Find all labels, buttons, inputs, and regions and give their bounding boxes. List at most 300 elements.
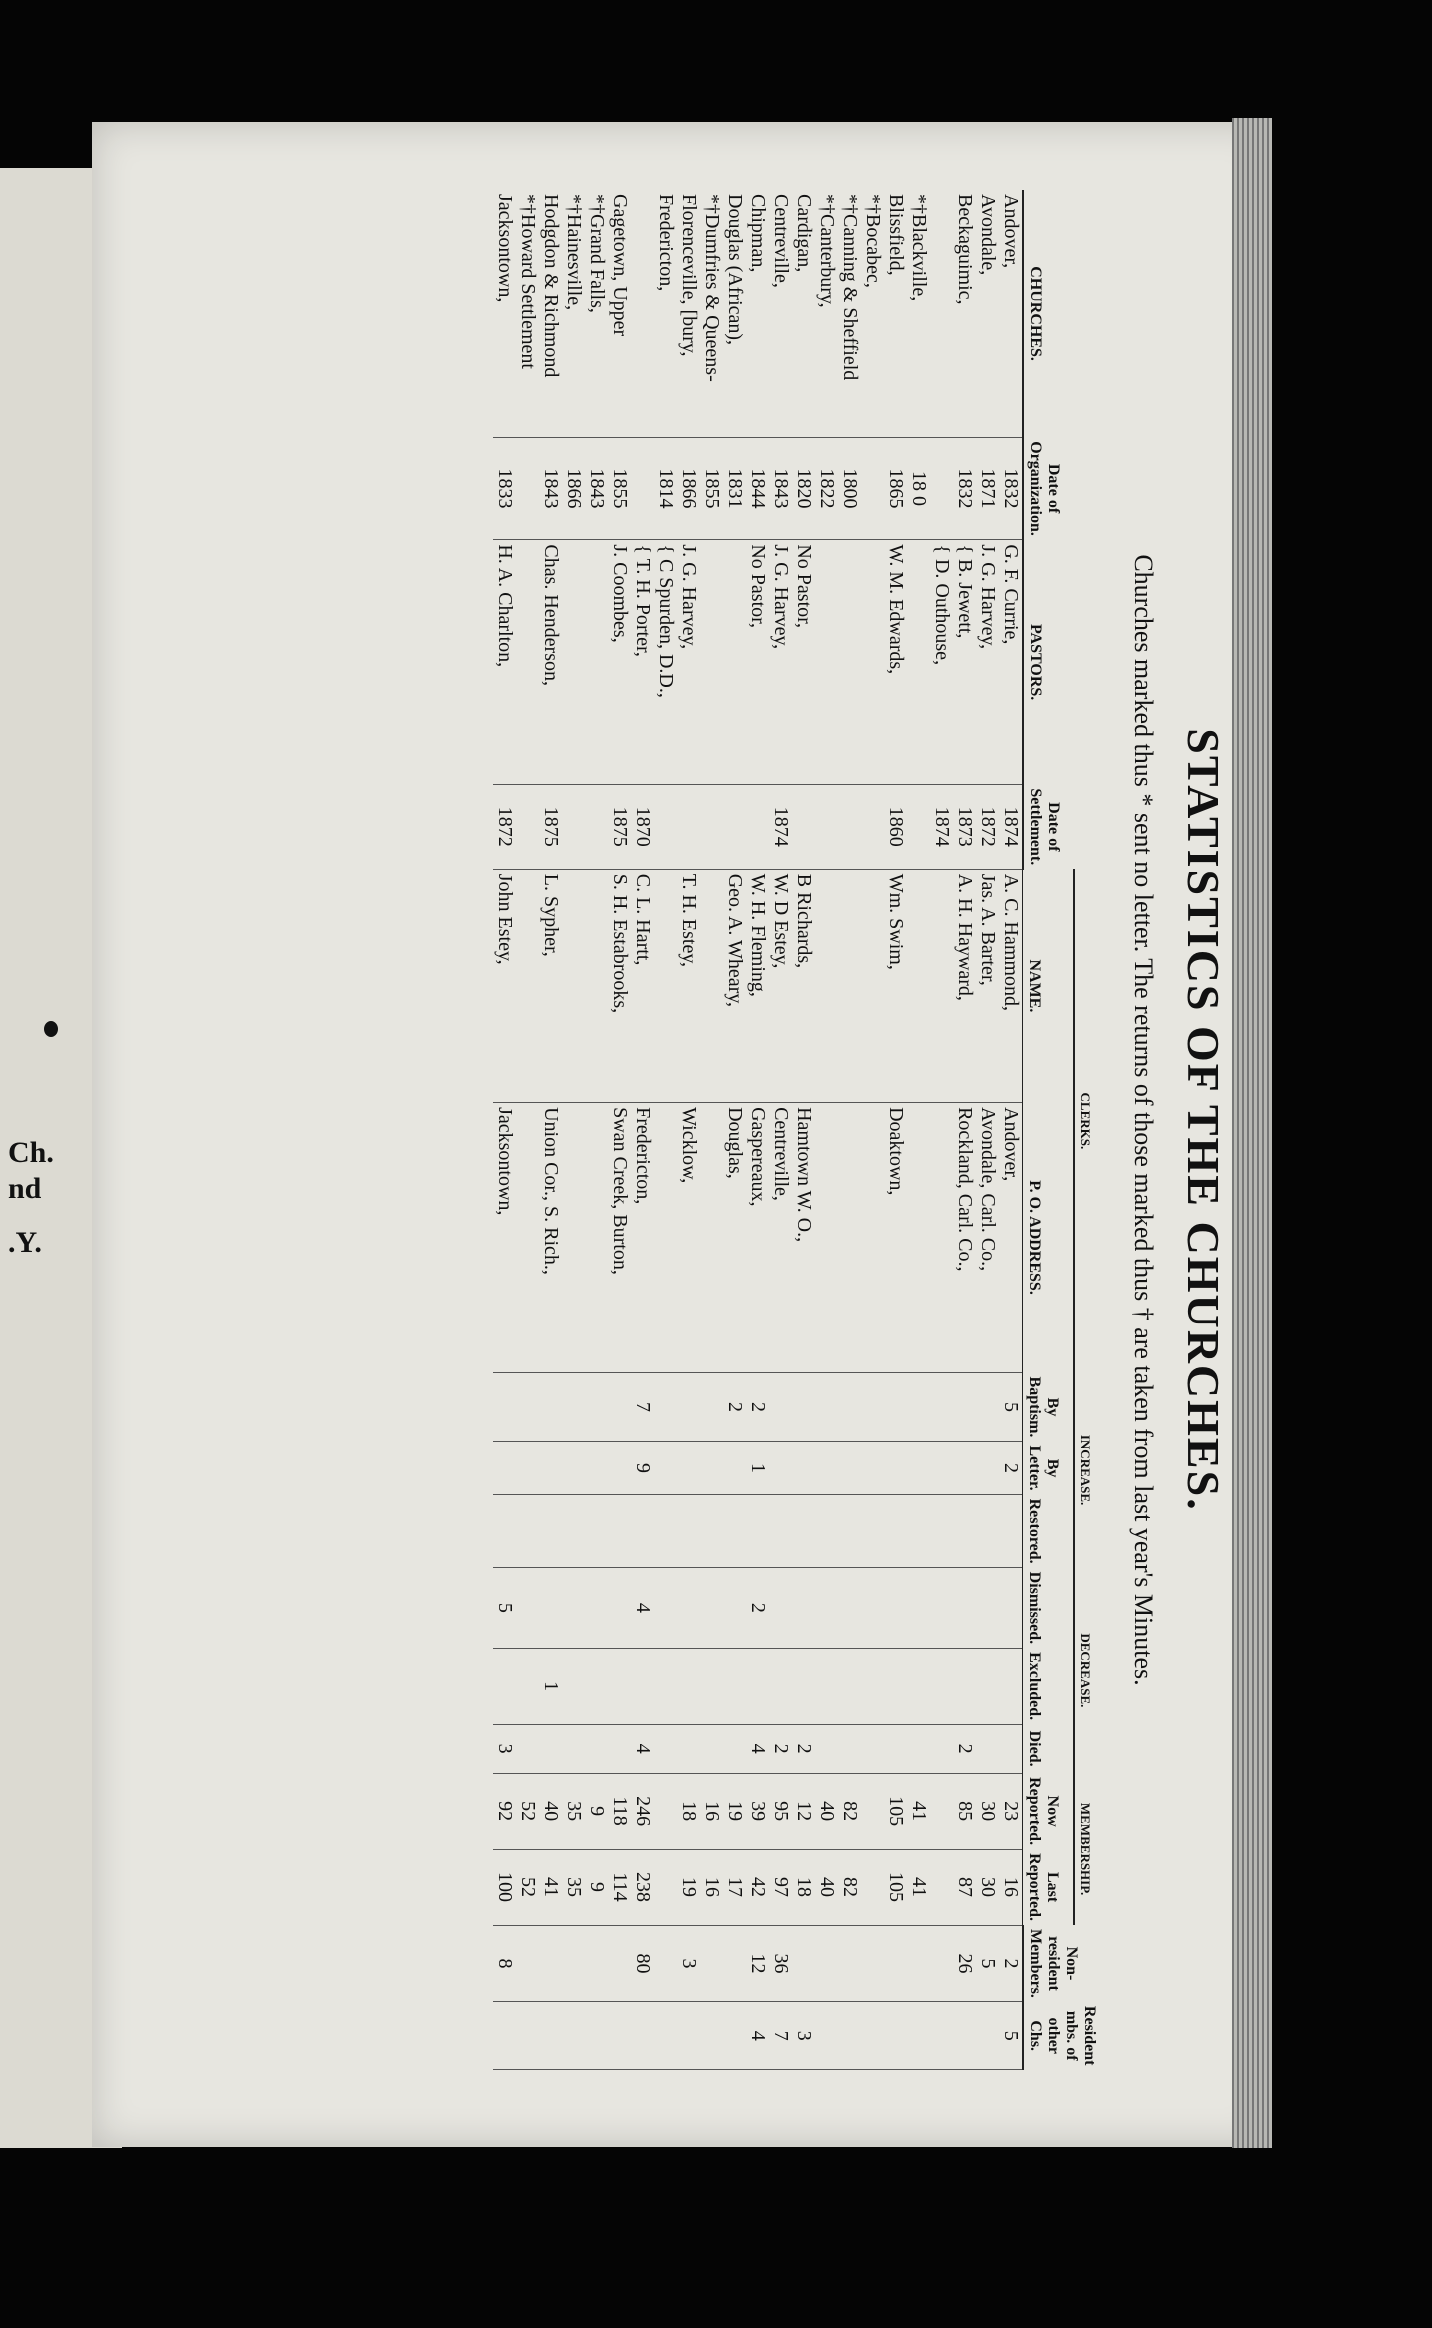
table-row [493,190,516,2070]
cell-org [930,437,953,540]
table-body [493,190,1023,2070]
cell-letter [792,1441,815,1494]
cell-baptism [792,1373,815,1442]
cell-org: 1865 [884,437,907,540]
cell-restored [585,1495,608,1568]
cell-resoth [723,2002,746,2070]
cell-now [861,1773,884,1849]
cell-pastor: G. F. Currie, [999,540,1023,785]
cell-now: 105 [884,1773,907,1849]
cell-restored [815,1495,838,1568]
cell-church: *†Canning & Sheffield [838,190,861,437]
cell-now: 19 [723,1773,746,1849]
cell-baptism [976,1373,999,1442]
header-date-org: Date of Organization. [1023,437,1100,540]
page-subtitle: Churches marked thus * sent no letter. The returns of those marked thus † are taken from last year's Minutes. [1129,554,1158,1686]
cell-pastor: { T. H. Porter, [631,540,654,785]
cell-died [562,1724,585,1773]
cell-last: 82 [838,1849,861,1925]
cell-org [631,437,654,540]
left-page-text-3: .Y. [8,1226,42,1259]
cell-pastor [585,540,608,785]
cell-org: 1855 [700,437,723,540]
cell-church: Florenceville, [bury, [677,190,700,437]
cell-resoth [493,2002,516,2070]
cell-address [930,1103,953,1373]
cell-settle [861,784,884,869]
cell-letter [930,1441,953,1494]
table-row [769,190,792,2070]
cell-dismissed [677,1568,700,1648]
cell-settle [723,784,746,869]
table-row [861,190,884,2070]
header-churches: CHURCHES. [1023,190,1100,437]
cell-restored [907,1495,930,1568]
header-date-settle: Date of Settlement. [1023,784,1100,869]
cell-baptism [861,1373,884,1442]
header-non-resident: Non-resident Members. [1023,1925,1100,2002]
cell-nonres [838,1925,861,2002]
cell-last: 41 [907,1849,930,1925]
cell-dismissed [539,1568,562,1648]
cell-died [930,1724,953,1773]
cell-restored [884,1495,907,1568]
cell-resoth [907,2002,930,2070]
table-row [516,190,539,2070]
cell-address [516,1103,539,1373]
cell-church: *†Howard Settlement [516,190,539,437]
cell-last [654,1849,677,1925]
header-by-baptism: By Baptism. [1023,1373,1074,1442]
cell-resoth [585,2002,608,2070]
cell-pastor: { B. Jewett, [953,540,976,785]
cell-clerk: A. C. Hammond, [999,869,1023,1102]
cell-last: 52 [516,1849,539,1925]
cell-nonres [654,1925,677,2002]
cell-baptism [608,1373,631,1442]
table-row [608,190,631,2070]
cell-restored [723,1495,746,1568]
cell-settle [792,784,815,869]
cell-dismissed [930,1568,953,1648]
cell-address: Rockland, Carl. Co., [953,1103,976,1373]
cell-resoth [953,2002,976,2070]
table-row [539,190,562,2070]
cell-excluded [562,1648,585,1724]
cell-resoth: 5 [999,2002,1023,2070]
cell-clerk [861,869,884,1102]
cell-church [631,190,654,437]
cell-nonres: 2 [999,1925,1023,2002]
cell-address: Andover, [999,1103,1023,1373]
left-page-text-1: Ch. [8,1136,54,1169]
cell-resoth [562,2002,585,2070]
cell-church: *†Dumfries & Queens- [700,190,723,437]
header-last-reported: Last Reported. [1023,1849,1074,1925]
cell-nonres: 12 [746,1925,769,2002]
cell-nonres [700,1925,723,2002]
cell-settle [516,784,539,869]
cell-resoth: 3 [792,2002,815,2070]
cell-org [516,437,539,540]
table-row [746,190,769,2070]
cell-clerk: L. Sypher, [539,869,562,1102]
cell-resoth [608,2002,631,2070]
cell-org: 1866 [677,437,700,540]
header-clerk-address: P. O. ADDRESS. [1023,1103,1074,1373]
cell-now: 40 [815,1773,838,1849]
cell-resoth [976,2002,999,2070]
cell-last: 100 [493,1849,516,1925]
cell-now: 82 [838,1773,861,1849]
cell-now: 23 [999,1773,1023,1849]
cell-baptism [539,1373,562,1442]
header-resident-other: Resident mbs. of other Chs. [1023,2002,1100,2070]
cell-address [815,1103,838,1373]
table-row [907,190,930,2070]
cell-restored [746,1495,769,1568]
cell-baptism: 2 [723,1373,746,1442]
cell-nonres: 36 [769,1925,792,2002]
cell-dismissed [907,1568,930,1648]
cell-clerk: B Richards, [792,869,815,1102]
cell-last: 9 [585,1849,608,1925]
cell-nonres: 5 [976,1925,999,2002]
cell-resoth [861,2002,884,2070]
cell-resoth [631,2002,654,2070]
cell-excluded [723,1648,746,1724]
cell-pastor: No Pastor, [792,540,815,785]
cell-pastor [907,540,930,785]
cell-church: Cardigan, [792,190,815,437]
cell-nonres [562,1925,585,2002]
cell-now: 41 [907,1773,930,1849]
cell-clerk: Geo. A. Wheary, [723,869,746,1102]
cell-address: Swan Creek, Burton, [608,1103,631,1373]
cell-org [861,437,884,540]
cell-baptism [677,1373,700,1442]
cell-excluded [700,1648,723,1724]
cell-resoth [539,2002,562,2070]
cell-excluded [815,1648,838,1724]
table-row [631,190,654,2070]
table-row [930,190,953,2070]
table-row [884,190,907,2070]
cell-excluded [838,1648,861,1724]
cell-died [838,1724,861,1773]
cell-address: Gaspereaux, [746,1103,769,1373]
cell-restored [654,1495,677,1568]
cell-org: 1822 [815,437,838,540]
cell-baptism [815,1373,838,1442]
table-row [838,190,861,2070]
cell-letter [516,1441,539,1494]
cell-nonres: 80 [631,1925,654,2002]
cell-nonres [723,1925,746,2002]
cell-letter [608,1441,631,1494]
cell-died [861,1724,884,1773]
cell-settle [838,784,861,869]
cell-settle [677,784,700,869]
cell-died [516,1724,539,1773]
cell-settle: 1875 [608,784,631,869]
table-row [792,190,815,2070]
header-pastors: PASTORS. [1023,540,1100,785]
cell-church: Fredericton, [654,190,677,437]
cell-nonres [907,1925,930,2002]
cell-restored [562,1495,585,1568]
cell-baptism [493,1373,516,1442]
cell-restored [999,1495,1023,1568]
cell-church: Beckaguimic, [953,190,976,437]
cell-letter [815,1441,838,1494]
cell-excluded [953,1648,976,1724]
cell-excluded [631,1648,654,1724]
cell-address: Fredericton, [631,1103,654,1373]
page-title: STATISTICS OF THE CHURCHES. [1178,728,1229,1512]
header-restored: Restored. [1023,1495,1074,1568]
cell-excluded: 1 [539,1648,562,1724]
header-by-letter: By Letter. [1023,1441,1074,1494]
cell-dismissed: 5 [493,1568,516,1648]
cell-letter [838,1441,861,1494]
cell-last: 114 [608,1849,631,1925]
cell-settle [700,784,723,869]
cell-settle [585,784,608,869]
cell-church: Avondale, [976,190,999,437]
cell-clerk: Jas. A. Barter, [976,869,999,1102]
cell-excluded [585,1648,608,1724]
header-increase: INCREASE. [1074,1373,1100,1568]
cell-org: 1843 [539,437,562,540]
header-now-reported: Now Reported. [1023,1773,1074,1849]
cell-last: 87 [953,1849,976,1925]
cell-baptism [769,1373,792,1442]
cell-dismissed [792,1568,815,1648]
cell-church: *†Blackville, [907,190,930,437]
cell-baptism [562,1373,585,1442]
cell-dismissed [976,1568,999,1648]
cell-excluded [769,1648,792,1724]
cell-letter: 2 [999,1441,1023,1494]
cell-clerk [815,869,838,1102]
cell-pastor: Chas. Henderson, [539,540,562,785]
cell-address: Avondale, Carl. Co., [976,1103,999,1373]
cell-died: 2 [792,1724,815,1773]
cell-letter [654,1441,677,1494]
cell-last: 105 [884,1849,907,1925]
cell-nonres: 3 [677,1925,700,2002]
cell-now [930,1773,953,1849]
cell-org: 1831 [723,437,746,540]
cell-org: 1871 [976,437,999,540]
cell-excluded [654,1648,677,1724]
cell-excluded [907,1648,930,1724]
cell-clerk [562,869,585,1102]
cell-settle [746,784,769,869]
cell-now: 9 [585,1773,608,1849]
cell-now: 12 [792,1773,815,1849]
cell-org: 1844 [746,437,769,540]
cell-restored [539,1495,562,1568]
cell-clerk [907,869,930,1102]
cell-clerk: Wm. Swim, [884,869,907,1102]
cell-dismissed [562,1568,585,1648]
cell-baptism [516,1373,539,1442]
cell-org: 18 0 [907,437,930,540]
cell-settle: 1874 [999,784,1023,869]
cell-church: Gagetown, Upper [608,190,631,437]
table-row [700,190,723,2070]
cell-letter [953,1441,976,1494]
cell-clerk [930,869,953,1102]
cell-pastor [838,540,861,785]
cell-last: 30 [976,1849,999,1925]
cell-excluded [608,1648,631,1724]
cell-died [723,1724,746,1773]
table-row [953,190,976,2070]
cell-clerk: W. H. Fleming, [746,869,769,1102]
cell-dismissed: 4 [631,1568,654,1648]
cell-letter [493,1441,516,1494]
cell-died [677,1724,700,1773]
cell-clerk: A. H. Hayward, [953,869,976,1102]
cell-org: 1833 [493,437,516,540]
cell-pastor [815,540,838,785]
cell-resoth: 7 [769,2002,792,2070]
cell-died [815,1724,838,1773]
cell-dismissed [861,1568,884,1648]
cell-dismissed [654,1568,677,1648]
cell-died [884,1724,907,1773]
cell-restored [493,1495,516,1568]
cell-address [654,1103,677,1373]
cell-church: Centreville, [769,190,792,437]
table-row [654,190,677,2070]
cell-settle: 1875 [539,784,562,869]
cell-died: 2 [953,1724,976,1773]
cell-restored [516,1495,539,1568]
cell-address [861,1103,884,1373]
table-row [999,190,1023,2070]
cell-dismissed [516,1568,539,1648]
cell-baptism [953,1373,976,1442]
cell-resoth [884,2002,907,2070]
cell-died: 4 [746,1724,769,1773]
cell-letter [700,1441,723,1494]
cell-restored [930,1495,953,1568]
ink-blot [44,1021,58,1037]
cell-clerk [700,869,723,1102]
cell-nonres [861,1925,884,2002]
cell-died: 3 [493,1724,516,1773]
cell-letter [884,1441,907,1494]
cell-settle: 1860 [884,784,907,869]
cell-church: *†Hainesville, [562,190,585,437]
cell-nonres: 8 [493,1925,516,2002]
cell-pastor: J. G. Harvey, [769,540,792,785]
cell-address [585,1103,608,1373]
table-row [562,190,585,2070]
cell-nonres [585,1925,608,2002]
cell-org: 1814 [654,437,677,540]
cell-now: 30 [976,1773,999,1849]
cell-last: 42 [746,1849,769,1925]
table-row [677,190,700,2070]
cell-address: Doaktown, [884,1103,907,1373]
cell-last: 17 [723,1849,746,1925]
cell-now: 52 [516,1773,539,1849]
cell-dismissed [608,1568,631,1648]
cell-address: Union Cor., S. Rich., [539,1103,562,1373]
cell-last: 40 [815,1849,838,1925]
cell-clerk: John Estey, [493,869,516,1102]
cell-church: Hodgdon & Richmond [539,190,562,437]
cell-excluded [999,1648,1023,1724]
cell-org: 1800 [838,437,861,540]
cell-now: 18 [677,1773,700,1849]
cell-church: *†Bocabec, [861,190,884,437]
cell-pastor: J. Coombes, [608,540,631,785]
cell-church: Jacksontown, [493,190,516,437]
cell-address [838,1103,861,1373]
cell-letter [539,1441,562,1494]
cell-church: Chipman, [746,190,769,437]
cell-dismissed [838,1568,861,1648]
cell-address [700,1103,723,1373]
cell-settle: 1873 [953,784,976,869]
cell-address: Douglas, [723,1103,746,1373]
cell-nonres [608,1925,631,2002]
table-row [815,190,838,2070]
cell-died: 2 [769,1724,792,1773]
cell-excluded [746,1648,769,1724]
cell-died [539,1724,562,1773]
cell-clerk: T. H. Estey, [677,869,700,1102]
cell-last: 97 [769,1849,792,1925]
cell-died [700,1724,723,1773]
cell-settle: 1874 [930,784,953,869]
cell-nonres [539,1925,562,2002]
cell-resoth: 4 [746,2002,769,2070]
cell-restored [631,1495,654,1568]
cell-clerk [654,869,677,1102]
cell-address: Wicklow, [677,1103,700,1373]
cell-last: 16 [700,1849,723,1925]
cell-settle: 1874 [769,784,792,869]
table-row [976,190,999,2070]
header-died: Died. [1023,1724,1074,1773]
cell-org: 1855 [608,437,631,540]
cell-pastor [723,540,746,785]
cell-pastor: W. M. Edwards, [884,540,907,785]
cell-nonres [884,1925,907,2002]
cell-restored [677,1495,700,1568]
cell-now: 40 [539,1773,562,1849]
cell-died [976,1724,999,1773]
cell-last [861,1849,884,1925]
header-clerk-name: NAME. [1023,869,1074,1102]
cell-excluded [516,1648,539,1724]
cell-restored [769,1495,792,1568]
cell-now [654,1773,677,1849]
cell-baptism: 7 [631,1373,654,1442]
cell-settle [562,784,585,869]
cell-baptism [884,1373,907,1442]
cell-last: 238 [631,1849,654,1925]
left-page-text-2: nd [8,1172,42,1205]
cell-baptism: 5 [999,1373,1023,1442]
